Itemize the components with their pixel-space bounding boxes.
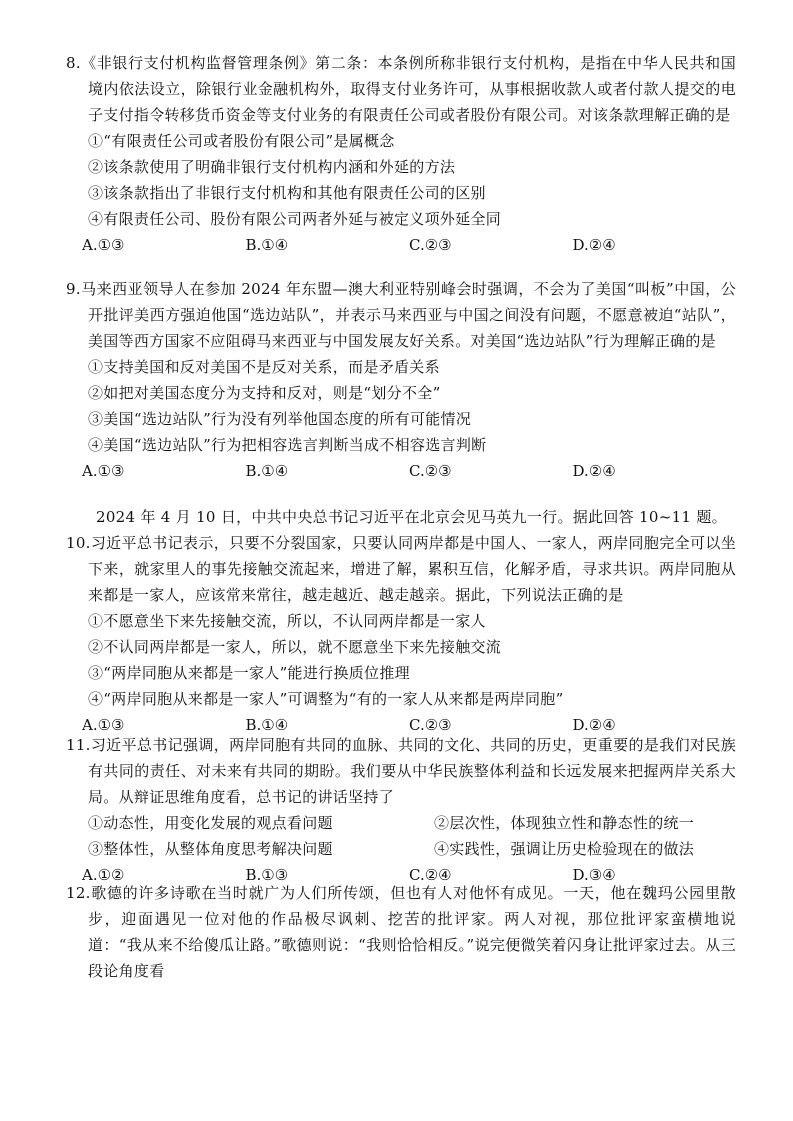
question-9-stem: 9.马来西亚领导人在参加 2024 年东盟—澳大利亚特别峰会时强调，不会为了美国“叫板”中国，公开批评美西方强迫他国“选边站队”，并表示马来西亚与中国之间没有问题，不愿意被迫“站队”，美国等西方国家不应阻碍马来西亚与中国发展友好关系。对美国“选边站队”行为理解正确的是 [66, 280, 736, 350]
question-9-option-2: ②如把对美国态度分为支持和反对，则是“划分不全” [88, 384, 441, 402]
question-10-choice-b: B.①④ [245, 716, 289, 734]
question-10-option-4: ④“两岸同胞从来都是一家人”可调整为“有的一家人从来都是两岸同胞” [88, 690, 564, 708]
question-8-choices [66, 232, 736, 258]
question-11-option-3: ③整体性，从整体角度思考解决问题 [88, 840, 333, 858]
question-10 [66, 530, 736, 738]
question-8-option-3: ③该条款指出了非银行支付机构和其他有限责任公司的区别 [88, 184, 486, 202]
question-12-stem: 12.歌德的许多诗歌在当时就广为人们所传颂，但也有人对他怀有成见。一天，他在魏玛公园里散步，迎面遇见一位对他的作品极尽讽刺、挖苦的批评家。两人对视，那位批评家蛮横地说道：“我从来不给傻瓜让路。”歌德则说：“我则恰恰相反。”说完便微笑着闪身让批评家过去。从三段论角度看 [66, 884, 736, 980]
question-11-choice-b: B.①③ [245, 866, 289, 884]
question-10-choice-a: A.①③ [82, 716, 125, 734]
question-8-choice-a: A.①③ [82, 236, 125, 254]
question-9-choice-b: B.①④ [245, 462, 289, 480]
group-intro: 2024 年 4 月 10 日，中共中央总书记习近平在北京会见马英九一行。据此回答 10~11 题。 [96, 508, 727, 526]
question-10-choice-d: D.②④ [572, 716, 616, 734]
question-11-choice-c: C.②④ [409, 866, 452, 884]
question-12 [66, 880, 736, 984]
question-9-choice-a: A.①③ [82, 462, 125, 480]
question-11-choice-a: A.①② [82, 866, 125, 884]
question-9-choice-c: C.②③ [409, 462, 452, 480]
question-10-option-1: ①不愿意坐下来先接触交流，所以，不认同两岸都是一家人 [88, 612, 486, 630]
question-9-choice-d: D.②④ [572, 462, 616, 480]
question-11-option-2: ②层次性，体现独立性和静态性的统一 [434, 814, 695, 832]
question-9-option-1: ①支持美国和反对美国不是反对关系，而是矛盾关系 [88, 358, 440, 376]
question-11-stem: 11.习近平总书记强调，两岸同胞有共同的血脉、共同的文化、共同的历史，更重要的是我们对民族有共同的责任、对未来有共同的期盼。我们要从中华民族整体利益和长远发展来把握两岸关系大局。从辩证思维角度看，总书记的讲话坚持了 [66, 736, 736, 806]
question-8-option-2: ②该条款使用了明确非银行支付机构内涵和外延的方法 [88, 158, 456, 176]
question-8-choice-c: C.②③ [409, 236, 452, 254]
question-10-option-3: ③“两岸同胞从来都是一家人”能进行换质位推理 [88, 664, 410, 682]
question-10-stem: 10.习近平总书记表示，只要不分裂国家，只要认同两岸都是中国人、一家人，两岸同胞完全可以坐下来，就家里人的事先接触交流起来，增进了解，累积互信，化解矛盾，寻求共识。两岸同胞从来都是一家人，应该常来常往，越走越近、越走越亲。据此，下列说法正确的是 [66, 534, 736, 604]
question-11-choice-d: D.③④ [572, 866, 616, 884]
question-10-option-2: ②不认同两岸都是一家人，所以，就不愿意坐下来先接触交流 [88, 638, 502, 656]
question-8-choice-d: D.②④ [572, 236, 616, 254]
question-11 [66, 732, 736, 888]
question-11-options [66, 810, 736, 862]
question-8-option-4: ④有限责任公司、股份有限公司两者外延与被定义项外延全同 [88, 210, 502, 228]
question-8 [66, 50, 736, 258]
question-10-choice-c: C.②③ [409, 716, 452, 734]
question-9-option-4: ④美国“选边站队”行为把相容选言判断当成不相容选言判断 [88, 436, 487, 454]
question-8-choice-b: B.①④ [245, 236, 289, 254]
question-9-option-3: ③美国“选边站队”行为没有列举他国态度的所有可能情况 [88, 410, 472, 428]
question-9-choices [66, 458, 736, 484]
question-8-option-1: ①“有限责任公司或者股份有限公司”是属概念 [88, 132, 395, 150]
question-11-option-4: ④实践性，强调让历史检验现在的做法 [434, 840, 695, 858]
question-11-option-1: ①动态性，用变化发展的观点看问题 [88, 814, 333, 832]
question-8-stem: 8.《非银行支付机构监督管理条例》第二条：本条例所称非银行支付机构，是指在中华人民共和国境内依法设立，除银行业金融机构外，取得支付业务许可，从事根据收款人或者付款人提交的电子支付指令转移货币资金等支付业务的有限责任公司或者股份有限公司。对该条款理解正确的是 [66, 54, 736, 124]
question-9 [66, 276, 736, 484]
